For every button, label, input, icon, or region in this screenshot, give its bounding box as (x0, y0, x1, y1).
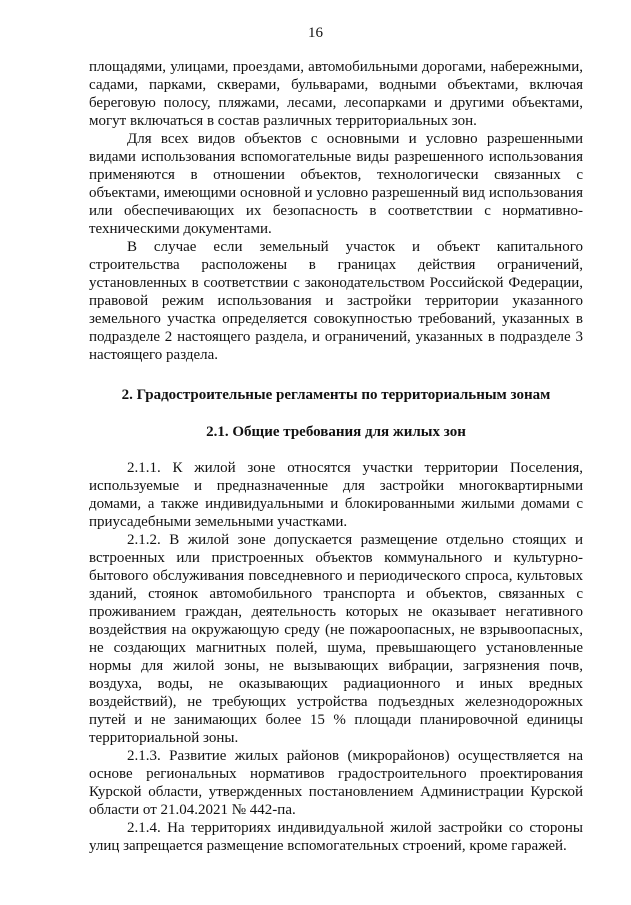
paragraph: 2.1.3. Развитие жилых районов (микрорайонов) осуществляется на основе региональных нормативов градостроительного проектирования Курской области, утвержденных постановлением Администрации Курской области от 21.04.2021 № 442-па. (89, 748, 583, 818)
paragraph: 2.1.1. К жилой зоне относятся участки территории Поселения, используемые и предназначенные для застройки многоквартирными домами, а также индивидуальными и блокированными жилыми домами с приусадебными земельными участками. (89, 460, 583, 530)
paragraph: 2.1.4. На территориях индивидуальной жилой застройки со стороны улиц запрещается размещение вспомогательных строений, кроме гаражей. (89, 820, 583, 854)
paragraph: площадями, улицами, проездами, автомобильными дорогами, набережными, садами, парками, скверами, бульварами, водными объектами, включая береговую полосу, пляжами, лесами, лесопарками и другими объектами, могут включаться в состав различных территориальных зон. (89, 59, 583, 129)
section-heading: 2. Градостроительные регламенты по территориальным зонам (121, 387, 551, 403)
subsection-heading: 2.1. Общие требования для жилых зон (206, 424, 466, 440)
page-body (89, 58, 583, 855)
paragraph: 2.1.2. В жилой зоне допускается размещение отдельно стоящих и встроенных или пристроенных объектов коммунального и культурно-бытового обслуживания повседневного и периодического спроса, культовых зданий, стоянок автомобильного транспорта и объектов, связанных с проживанием граждан, деятельность которых не оказывает негативного воздействия на окружающую среду (не пожароопасных, не взрывоопасных, не создающих магнитных полей, шума, превышающего установленные нормы для жилой зоны, не вызывающих вибрации, загрязнения почв, воздуха, воды, не оказывающих радиационного и иных вредных воздействий), не требующих устройства подъездных железнодорожных путей и не занимающих более 15 % площади планировочной единицы территориальной зоны. (89, 532, 583, 746)
paragraph: В случае если земельный участок и объект капитального строительства расположены в границах действия ограничений, установленных в соответствии с законодательством Российской Федерации, правовой режим использования и застройки территории указанного земельного участка определяется совокупностью требований, указанных в подразделе 2 настоящего раздела, и ограничений, указанных в подразделе 3 настоящего раздела. (89, 239, 583, 363)
paragraph: Для всех видов объектов с основными и условно разрешенными видами использования вспомогательные виды разрешенного использования применяются в отношении объектов, технологически связанных с объектами, имеющими основной и условно разрешенный вид использования или обеспечивающих их безопасность в соответствии с нормативно-техническими документами. (89, 131, 583, 237)
page-number: 16 (308, 25, 323, 41)
